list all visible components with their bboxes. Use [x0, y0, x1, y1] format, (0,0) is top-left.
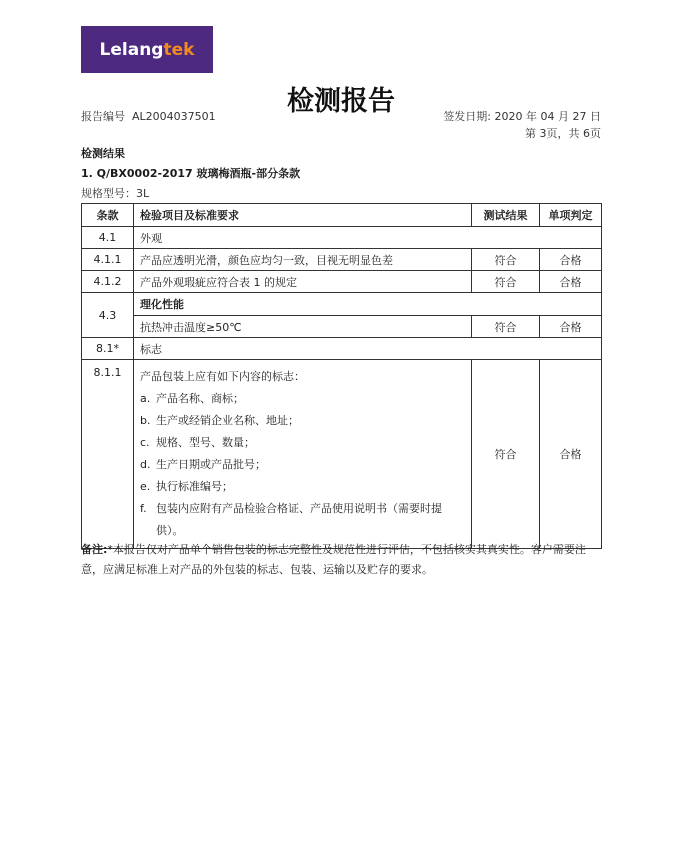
list-text: 生产日期或产品批号； [156, 458, 266, 471]
list-mark: f. [140, 502, 147, 515]
report-number-value: AL2004037501 [132, 110, 216, 123]
verdict-cell: 合格 [540, 249, 602, 271]
verdict-cell: 合格 [540, 360, 602, 549]
result-cell: 符合 [472, 360, 540, 549]
issue-date: 签发日期: 2020 年 04 月 27 日 [443, 110, 601, 123]
page-info: 第 3页，共 6页 [525, 127, 601, 140]
label-intro: 产品包装上应有如下内容的标志： [140, 370, 305, 383]
header-item: 检验项目及标准要求 [134, 204, 472, 227]
result-cell: 符合 [472, 249, 540, 271]
standard-title: 1. Q/BX0002-2017 玻璃梅酒瓶-部分条款 [81, 167, 301, 180]
report-number [81, 108, 216, 124]
list-text: 执行标准编号； [156, 480, 233, 493]
clause-cell: 4.3 [82, 293, 134, 338]
list-item [140, 432, 465, 454]
list-item [140, 454, 465, 476]
list-text: 生产或经销企业名称、地址； [156, 414, 299, 427]
remarks-text: *本报告仅对产品单个销售包装的标志完整性及规范性进行评估，不包括核实其真实性。客户需要注意，应满足标准上对产品的外包装的标志、包装、运输以及贮存的要求。 [81, 543, 586, 576]
table-row [82, 338, 602, 360]
table-row [82, 249, 602, 271]
clause-cell: 4.1 [82, 227, 134, 249]
item-cell: 理化性能 [134, 293, 602, 316]
model-spec: 规格型号：3L [81, 187, 150, 200]
list-mark: d. [140, 458, 151, 471]
results-table [81, 203, 602, 549]
section-heading: 检测结果 [81, 147, 125, 160]
item-cell: 产品应透明光滑，颜色应均匀一致，目视无明显色差 [134, 249, 472, 271]
list-text: 规格、型号、数量； [156, 436, 255, 449]
table-header-row [82, 204, 602, 227]
clause-cell: 8.1.1 [82, 360, 134, 549]
header-result: 测试结果 [472, 204, 540, 227]
verdict-cell: 合格 [540, 316, 602, 338]
table-row [82, 271, 602, 293]
item-cell: 抗热冲击温度≥50℃ [134, 316, 472, 338]
list-item [140, 476, 465, 498]
list-item [140, 410, 465, 432]
table-row [82, 227, 602, 249]
verdict-cell: 合格 [540, 271, 602, 293]
list-item [140, 388, 465, 410]
logo-text-part2: tek [163, 39, 195, 60]
logo-text-part1: Lelang [99, 39, 164, 60]
header-clause: 条款 [82, 204, 134, 227]
clause-cell: 8.1* [82, 338, 134, 360]
item-cell: 产品外观瑕疵应符合表 1 的规定 [134, 271, 472, 293]
table-row [82, 316, 602, 338]
list-mark: e. [140, 480, 151, 493]
clause-cell: 4.1.1 [82, 249, 134, 271]
list-mark: c. [140, 436, 150, 449]
result-cell: 符合 [472, 271, 540, 293]
list-text: 产品名称、商标； [156, 392, 244, 405]
remarks-label: 备注: [81, 543, 108, 556]
list-text: 包装内应附有产品检验合格证、产品使用说明书（需要时提供）。 [156, 502, 442, 537]
result-cell: 符合 [472, 316, 540, 338]
list-mark: b. [140, 414, 151, 427]
list-item [140, 498, 465, 542]
table-row [82, 360, 602, 549]
item-cell [134, 360, 472, 549]
document-title: 检测报告 [287, 86, 395, 117]
clause-cell: 4.1.2 [82, 271, 134, 293]
header-verdict: 单项判定 [540, 204, 602, 227]
report-number-label: 报告编号 [81, 110, 125, 123]
remarks [81, 540, 601, 580]
item-cell: 外观 [134, 227, 602, 249]
item-cell: 标志 [134, 338, 602, 360]
table-row [82, 293, 602, 316]
company-logo [81, 26, 213, 73]
list-mark: a. [140, 392, 151, 405]
